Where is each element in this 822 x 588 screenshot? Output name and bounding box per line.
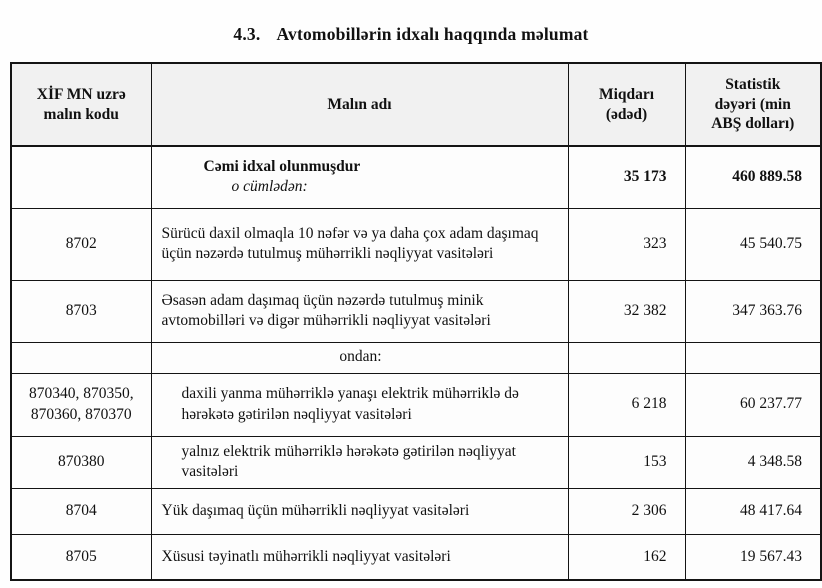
cell-value: 48 417.64 <box>685 488 821 534</box>
cell-value: 347 363.76 <box>685 280 821 342</box>
cell-value: 60 237.77 <box>685 373 821 436</box>
cell-value: 4 348.58 <box>685 436 821 488</box>
cell-value <box>685 342 821 373</box>
header-statistical-value <box>685 63 821 146</box>
import-data-table <box>10 62 822 581</box>
table-header-row <box>11 63 821 146</box>
cell-quantity: 35 173 <box>568 146 685 208</box>
divider-label: ondan: <box>151 342 568 373</box>
cell-value: 45 540.75 <box>685 208 821 280</box>
table-row-total <box>11 146 821 208</box>
cell-code <box>11 342 151 373</box>
cell-product-name: yalnız elektrik mühərriklə hərəkətə gətirilən nəqliyyat vasitələri <box>151 436 568 488</box>
cell-product-name: Sürücü daxil olmaqla 10 nəfər və ya daha çox adam daşımaq üçün nəzərdə tutulmuş mühərrikli nəqliyyat vasitələri <box>151 208 568 280</box>
cell-product-name <box>151 146 568 208</box>
cell-quantity: 2 306 <box>568 488 685 534</box>
cell-code: 870340, 870350, 870360, 870370 <box>11 373 151 436</box>
cell-quantity: 153 <box>568 436 685 488</box>
header-code: XİF MN uzrə malın kodu <box>11 63 151 146</box>
total-label: Cəmi idxal olunmuşdur <box>203 157 361 175</box>
cell-code: 870380 <box>11 436 151 488</box>
cell-code <box>11 146 151 208</box>
cell-code: 8702 <box>11 208 151 280</box>
cell-value: 460 889.58 <box>685 146 821 208</box>
cell-product-name: Əsasən adam daşımaq üçün nəzərdə tutulmuş minik avtomobilləri və digər mühərrikli nəqliyyat vasitələri <box>151 280 568 342</box>
section-title <box>0 24 822 45</box>
total-sublabel: o cümlədən: <box>231 178 308 196</box>
table-row-8705 <box>11 534 821 580</box>
table-row-8703-hybrid <box>11 373 821 436</box>
cell-quantity: 162 <box>568 534 685 580</box>
table-row-divider <box>11 342 821 373</box>
table-row-870380 <box>11 436 821 488</box>
cell-code: 8705 <box>11 534 151 580</box>
section-title-text: Avtomobillərin idxalı haqqında məlumat <box>276 24 589 44</box>
cell-code: 8704 <box>11 488 151 534</box>
table-row-8703 <box>11 280 821 342</box>
section-number: 4.3. <box>233 24 261 44</box>
header-quantity: Miqdarı (ədəd) <box>568 63 685 146</box>
header-product-name: Malın adı <box>151 63 568 146</box>
table-row-8702 <box>11 208 821 280</box>
table-row-8704 <box>11 488 821 534</box>
cell-quantity: 32 382 <box>568 280 685 342</box>
cell-code: 8703 <box>11 280 151 342</box>
cell-product-name: daxili yanma mühərriklə yanaşı elektrik mühərriklə də hərəkətə gətirilən nəqliyyat vasitələri <box>151 373 568 436</box>
cell-quantity <box>568 342 685 373</box>
cell-product-name: Yük daşımaq üçün mühərrikli nəqliyyat vasitələri <box>151 488 568 534</box>
header-statistical-value-text: Statistik dəyəri (min ABŞ dolları) <box>711 75 795 133</box>
cell-quantity: 323 <box>568 208 685 280</box>
cell-quantity: 6 218 <box>568 373 685 436</box>
cell-product-name: Xüsusi təyinatlı mühərrikli nəqliyyat vasitələri <box>151 534 568 580</box>
cell-value: 19 567.43 <box>685 534 821 580</box>
